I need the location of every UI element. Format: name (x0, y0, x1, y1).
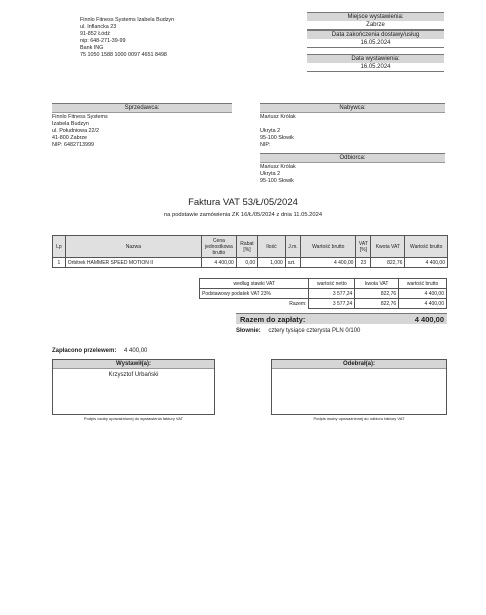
amount-due-label: Razem do zapłaty: (240, 315, 306, 324)
col-header: Rabat [%] (236, 236, 257, 258)
cell-vat: 822,76 (355, 299, 399, 309)
amount-in-words-value: cztery tysiące czterysta PLN 0/100 (268, 328, 361, 334)
cell-discount: 0,00 (236, 258, 257, 268)
paid-value: 4 400,00 (124, 348, 148, 354)
col-header: Nazwa (65, 236, 201, 258)
cell-gross: 4 400,00 (399, 299, 447, 309)
cell-unit-price: 4 400,00 (201, 258, 236, 268)
seller-header-line: 75 1050 1588 1000 0097 4651 8498 (80, 52, 167, 58)
seller-header-line: Finnlo Fitness Systems Izabela Budzyn (80, 17, 175, 23)
buyer-line: 95-100 Słowik (260, 135, 294, 141)
amount-due-bar (236, 313, 447, 324)
delivery-date-label: Data zakończenia dostawy/usług (307, 30, 444, 39)
seller-header-line: Bank ING (80, 45, 104, 51)
vat-summary-header-row (200, 279, 447, 289)
place-value: Zabrze (307, 21, 444, 30)
seller-header-line: ul. Inflancka 23 (80, 24, 117, 30)
amount-due-value: 4 400,00 (414, 315, 444, 324)
cell-vat: 822,76 (355, 289, 399, 299)
receiver-signature-caption: Podpis osoby upoważnionej do odbioru faktury VAT (313, 416, 405, 421)
issuer-signature-box (52, 359, 215, 415)
paid-label: Zapłacono przelewem: (52, 348, 117, 354)
cell-quantity: 1,000 (258, 258, 286, 268)
invoice-title: Faktura VAT 53/Ł/05/2024 (188, 197, 298, 208)
col-header: Kwota VAT (371, 236, 405, 258)
invoice-subtitle: na podstawie zamówienia ZK 16/Ł/05/2024 z dnia 11.05.2024 (163, 212, 323, 218)
table-row (53, 258, 448, 268)
col-header: VAT [%] (356, 236, 371, 258)
delivery-date-value: 16.05.2024 (307, 39, 444, 48)
col-header: J.m. (285, 236, 300, 258)
recipient-section-header: Odbiorca: (260, 153, 445, 163)
receiver-signature-box (271, 359, 447, 415)
cell-net: 3 577,24 (309, 289, 355, 299)
buyer-section (260, 103, 445, 149)
cell-gross: 4 400,00 (399, 289, 447, 299)
cell-name: Orbitrek HAMMER SPEED MOTION II (65, 258, 201, 268)
cell-gross: 4 400,00 (301, 258, 356, 268)
recipient-line: 95-100 Słowik (260, 178, 294, 184)
col-header: Ilość (258, 236, 286, 258)
amount-in-words (236, 327, 447, 335)
issue-date-value: 16.05.2024 (307, 63, 444, 72)
seller-line: Izabela Budzyn (52, 121, 89, 127)
col-header: wartość brutto (399, 279, 447, 289)
buyer-line (260, 121, 445, 128)
cell-total-label: Razem: (200, 299, 309, 309)
cell-vat-rate: 23 (356, 258, 371, 268)
recipient-line: Mariusz Królak (260, 164, 296, 170)
col-header: Lp (53, 236, 66, 258)
buyer-line: Mariusz Królak (260, 114, 296, 120)
cell-gross-total: 4 400,00 (405, 258, 448, 268)
seller-header-line: 91-852 Łódź (80, 31, 110, 37)
seller-line: ul. Południowa 22/2 (52, 128, 100, 134)
seller-line: NIP: 6482713999 (52, 142, 94, 148)
issuer-name: Krzysztof Urbański (108, 372, 159, 378)
col-header: Wartość brutto (301, 236, 356, 258)
col-header: wartość netto (309, 279, 355, 289)
buyer-line: Ukryta 2 (260, 128, 281, 134)
issuer-signature-header: Wystawił(a): (53, 360, 214, 369)
table-row (200, 289, 447, 299)
seller-section (52, 103, 232, 149)
items-table (52, 235, 448, 268)
col-header: Wartość brutto (405, 236, 448, 258)
issuer-signature-caption: Podpis osoby upoważnionej do wystawienia faktury VAT (83, 416, 184, 421)
cell-net: 3 577,24 (309, 299, 355, 309)
seller-section-header: Sprzedawca: (52, 103, 232, 113)
cell-vat-label: Podstawowy podatek VAT 23% (200, 289, 309, 299)
recipient-section (260, 153, 445, 185)
seller-line: 41-800 Zabrze (52, 135, 88, 141)
amount-in-words-label: Słownie: (236, 328, 261, 334)
recipient-line: Ukryta 2 (260, 171, 281, 177)
place-label: Miejsce wystawienia: (307, 12, 444, 21)
table-row (200, 299, 447, 309)
vat-summary-table (199, 278, 447, 309)
paid-by-transfer (52, 347, 147, 355)
receiver-signature-header: Odebrał(a): (272, 360, 446, 369)
items-header-row (53, 236, 448, 258)
col-header: kwota VAT (355, 279, 399, 289)
cell-vat-amount: 822,76 (371, 258, 405, 268)
col-header: Cena jednostkowa brutto (201, 236, 236, 258)
issue-info-block (307, 12, 444, 72)
col-header: według stawki VAT (200, 279, 309, 289)
seller-header-line: nip: 648-271-39-99 (80, 38, 126, 44)
seller-line: Finnlo Fitness Systems (52, 114, 108, 120)
issue-date-label: Data wystawienia: (307, 54, 444, 63)
seller-header-block (80, 17, 230, 59)
cell-unit: szt. (285, 258, 300, 268)
buyer-line: NIP: (260, 142, 271, 148)
cell-lp: 1 (53, 258, 66, 268)
buyer-section-header: Nabywca: (260, 103, 445, 113)
